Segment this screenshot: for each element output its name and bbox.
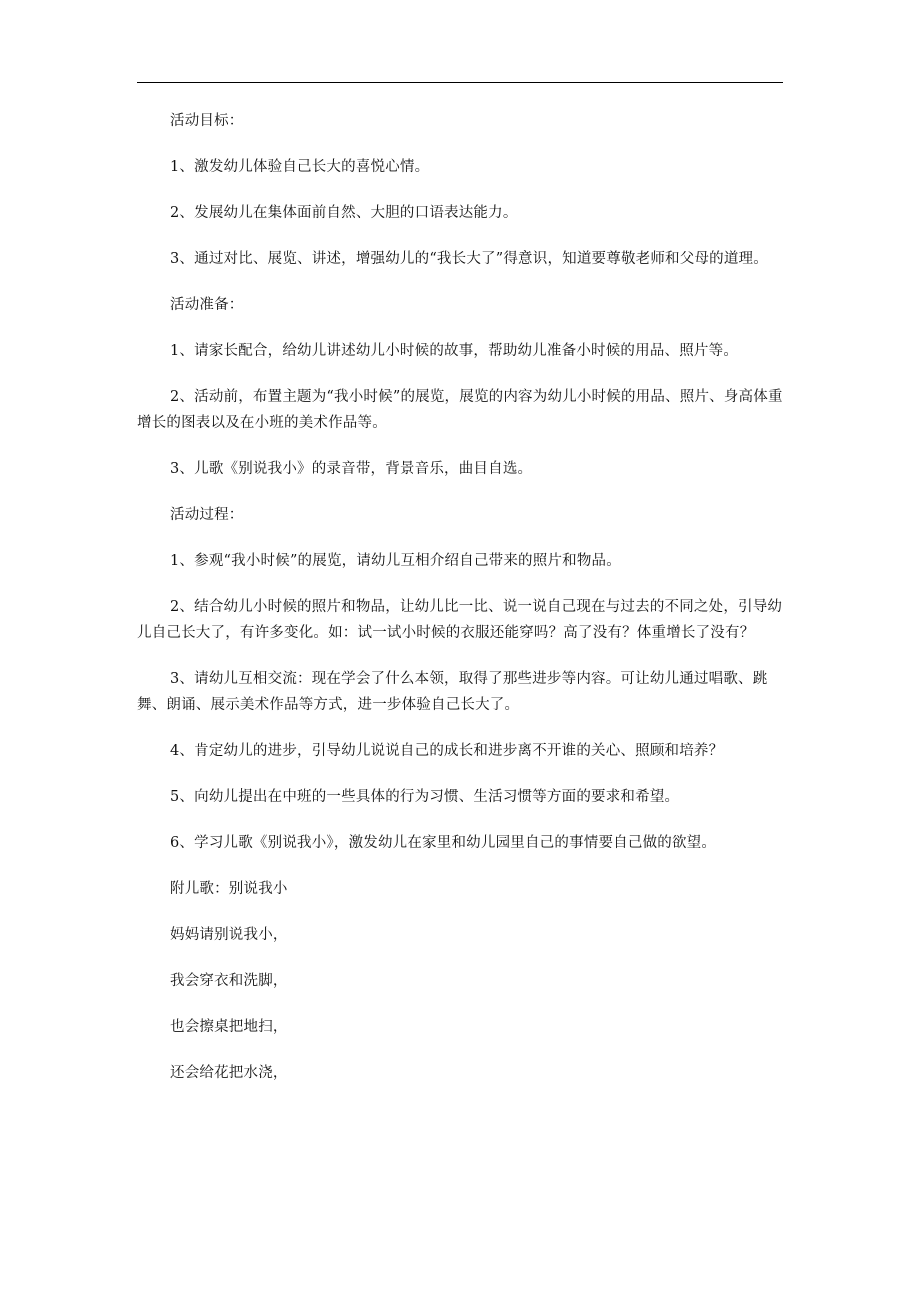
preparation-item-2: 2、活动前，布置主题为“我小时候”的展览，展览的内容为幼儿小时候的用品、照片、身高体重增长的图表以及在小班的美术作品等。 <box>137 389 783 431</box>
process-item-5: 5、向幼儿提出在中班的一些具体的行为习惯、生活习惯等方面的要求和希望。 <box>170 789 680 805</box>
song-line-1: 妈妈请别说我小， <box>170 927 288 943</box>
song-line-3: 也会擦桌把地扫， <box>170 1019 288 1035</box>
song-line-2: 我会穿衣和洗脚， <box>170 973 288 989</box>
process-item-4: 4、肯定幼儿的进步，引导幼儿说说自己的成长和进步离不开谁的关心、照顾和培养？ <box>170 743 724 759</box>
song-line-4: 还会给花把水浇， <box>170 1065 288 1081</box>
section-heading-preparation: 活动准备： <box>170 297 244 313</box>
goal-item-2: 2、发展幼儿在集体面前自然、大胆的口语表达能力。 <box>170 205 518 221</box>
section-heading-process: 活动过程： <box>170 507 244 523</box>
section-heading-goals: 活动目标： <box>170 113 244 129</box>
preparation-item-3: 3、儿歌《别说我小》的录音带，背景音乐，曲目自选。 <box>170 461 533 477</box>
process-item-6: 6、学习儿歌《别说我小》，激发幼儿在家里和幼儿园里自己的事情要自己做的欲望。 <box>170 835 717 851</box>
header-rule <box>137 82 783 83</box>
process-item-2: 2、结合幼儿小时候的照片和物品，让幼儿比一比、说一说自己现在与过去的不同之处，引导幼儿自己长大了，有许多变化。如：试一试小时候的衣服还能穿吗？高了没有？体重增长了没有？ <box>137 599 783 641</box>
song-title: 附儿歌：别说我小 <box>170 881 288 897</box>
goal-item-1: 1、激发幼儿体验自己长大的喜悦心情。 <box>170 159 430 175</box>
preparation-item-1: 1、请家长配合，给幼儿讲述幼儿小时候的故事，帮助幼儿准备小时候的用品、照片等。 <box>170 343 739 359</box>
process-item-3: 3、请幼儿互相交流：现在学会了什么本领，取得了那些进步等内容。可让幼儿通过唱歌、跳舞、朗诵、展示美术作品等方式，进一步体验自己长大了。 <box>137 671 768 713</box>
process-item-1: 1、参观“我小时候”的展览，请幼儿互相介绍自己带来的照片和物品。 <box>170 553 621 569</box>
goal-item-3: 3、通过对比、展览、讲述，增强幼儿的“我长大了”得意识，知道要尊敬老师和父母的道理。 <box>170 251 768 267</box>
document-body <box>137 108 787 1106</box>
